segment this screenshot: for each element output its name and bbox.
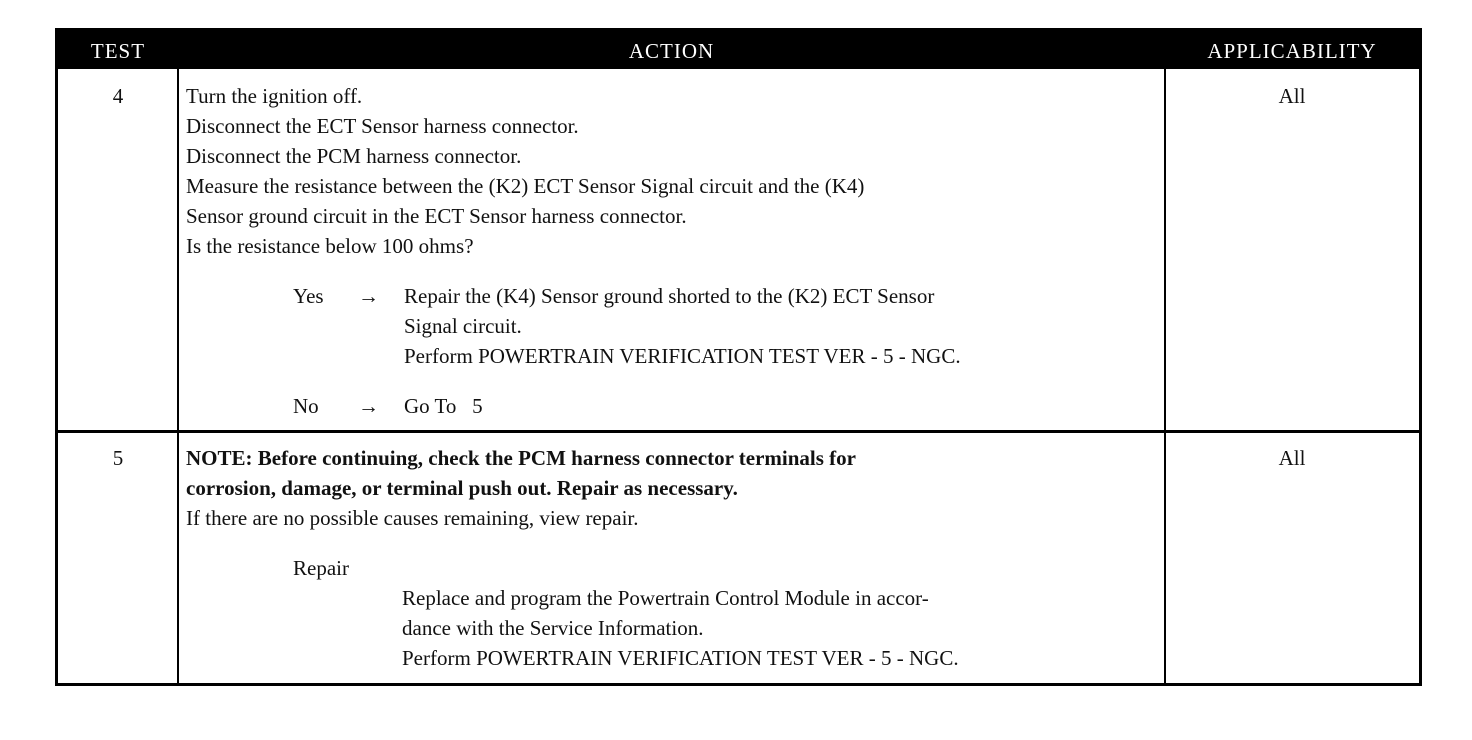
applicability-value: All	[1278, 446, 1306, 470]
diagnostic-table	[55, 28, 1422, 686]
no-action: Go To 5	[404, 394, 483, 418]
header-action: ACTION	[628, 39, 715, 63]
step-line: Measure the resistance between the (K2) ECT Sensor Signal circuit and the (K4)	[186, 174, 865, 198]
note-line: corrosion, damage, or terminal push out. Repair as necessary.	[186, 476, 738, 500]
question-line: Is the resistance below 100 ohms?	[186, 234, 474, 258]
note-line: NOTE: Before continuing, check the PCM harness connector terminals for	[186, 446, 856, 470]
step-line: Disconnect the ECT Sensor harness connector.	[186, 114, 579, 138]
arrow-icon: →	[358, 394, 379, 418]
arrow-icon: →	[358, 284, 379, 308]
header-test: TEST	[90, 39, 146, 63]
yes-action-line: Signal circuit.	[404, 314, 522, 338]
test-number: 4	[112, 84, 124, 108]
row-divider	[58, 430, 1419, 433]
yes-action-line: Repair the (K4) Sensor ground shorted to the (K2) ECT Sensor	[404, 284, 935, 308]
yes-label: Yes	[293, 284, 324, 308]
repair-line: Perform POWERTRAIN VERIFICATION TEST VER - 5 - NGC.	[402, 646, 959, 670]
no-label: No	[293, 394, 319, 418]
repair-line: dance with the Service Information.	[402, 616, 704, 640]
applicability-value: All	[1278, 84, 1306, 108]
header-applicability: APPLICABILITY	[1207, 39, 1377, 63]
column-divider	[177, 69, 179, 683]
repair-label: Repair	[293, 556, 349, 580]
step-line: Turn the ignition off.	[186, 84, 363, 108]
test-number: 5	[112, 446, 124, 470]
step-line: Sensor ground circuit in the ECT Sensor harness connector.	[186, 204, 687, 228]
step-line: If there are no possible causes remaining, view repair.	[186, 506, 639, 530]
column-divider	[1164, 69, 1166, 683]
table-header	[58, 31, 1419, 69]
yes-action-line: Perform POWERTRAIN VERIFICATION TEST VER - 5 - NGC.	[404, 344, 961, 368]
step-line: Disconnect the PCM harness connector.	[186, 144, 522, 168]
repair-line: Replace and program the Powertrain Control Module in accor-	[402, 586, 929, 610]
